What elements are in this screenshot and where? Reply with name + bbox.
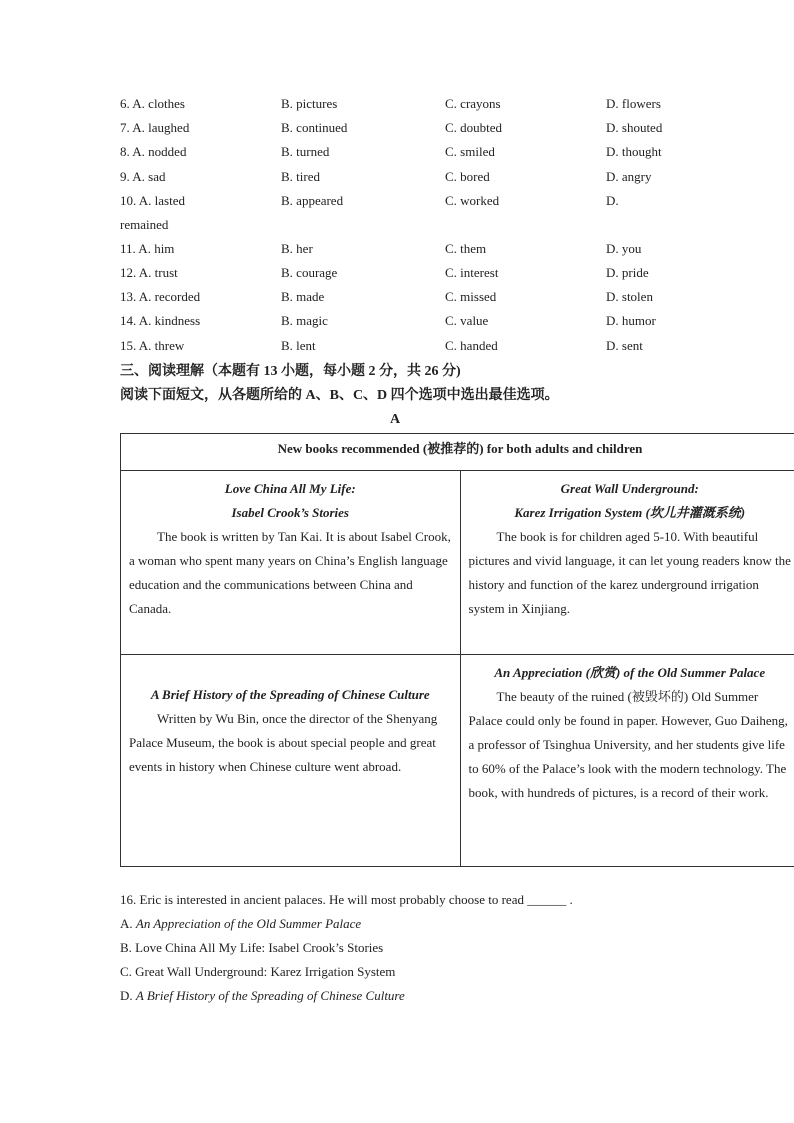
book-subtitle: Isabel Crook’s Stories (231, 505, 349, 520)
option-letter: C. (120, 964, 136, 979)
option-row-8 (120, 142, 680, 162)
option-row-13 (120, 287, 680, 307)
option-b: B. courage (281, 265, 338, 280)
option-row-11 (120, 239, 680, 259)
option-b: B. continued (281, 120, 348, 135)
passage-label: A (390, 412, 401, 427)
option-c: C. crayons (445, 96, 501, 111)
option-a: 6. A. clothes (120, 96, 185, 111)
book-cell-great-wall-underground (460, 471, 794, 655)
answer-option-d (120, 986, 405, 1006)
option-c: C. them (445, 241, 487, 256)
option-c: C. interest (445, 265, 499, 280)
book-title: An Appreciation (欣赏) of the Old Summer Palace (494, 665, 766, 680)
option-a: 11. A. him (120, 241, 175, 256)
table-header: New books recommended (被推荐的) for both adults and children (121, 434, 794, 471)
option-a: 12. A. trust (120, 265, 178, 280)
option-d: D. shouted (606, 120, 663, 135)
option-a: 8. A. nodded (120, 144, 187, 159)
book-description: Written by Wu Bin, once the director of the Shenyang Palace Museum, the book is about special people and great events in history when Chinese culture went abroad. (129, 711, 438, 774)
option-text: A Brief History of the Spreading of Chinese Culture (135, 988, 405, 1003)
option-d: D. sent (606, 338, 643, 353)
book-cell-brief-history (121, 655, 461, 867)
book-description: The beauty of the ruined (被毁坏的) Old Summer Palace could only be found in paper. However, Guo Daiheng, a professor of Tsinghua University, and her students give life to 60% of the Palace’s look with the modern technology. The book, with hundreds of pictures, is a record of their work. (468, 689, 788, 800)
option-a: 7. A. laughed (120, 120, 190, 135)
option-c: C. smiled (445, 144, 495, 159)
option-d: D. stolen (606, 289, 653, 304)
option-a: 14. A. kindness (120, 313, 201, 328)
option-d: D. (606, 193, 619, 208)
book-title: Great Wall Underground: (560, 481, 699, 496)
option-a: 15. A. threw (120, 338, 185, 353)
option-d: D. you (606, 241, 642, 256)
book-cell-old-summer-palace (460, 655, 794, 867)
book-cell-love-china (121, 471, 461, 655)
option-b: B. appeared (281, 193, 344, 208)
option-row-15 (120, 336, 680, 356)
option-b: B. tired (281, 169, 320, 184)
section-heading: 三、阅读理解（本题有 13 小题，每小题 2 分，共 26 分) (120, 364, 461, 379)
option-b: B. magic (281, 313, 328, 328)
option-c: C. value (445, 313, 489, 328)
option-letter: D. (120, 988, 136, 1003)
option-row-10 (120, 191, 680, 211)
book-title: Love China All My Life: (224, 481, 356, 496)
book-subtitle: Karez Irrigation System (坎儿井灌溉系统) (514, 505, 746, 520)
option-b: B. turned (281, 144, 330, 159)
option-b: B. lent (281, 338, 316, 353)
option-d: D. angry (606, 169, 652, 184)
option-a: 10. A. lasted (120, 193, 185, 208)
option-b: B. pictures (281, 96, 338, 111)
option-text: Love China All My Life: Isabel Crook’s Stories (135, 940, 384, 955)
option-d-continuation: remained (120, 217, 169, 232)
option-d: D. humor (606, 313, 656, 328)
question-stem: 16. Eric is interested in ancient palaces. He will most probably choose to read ______ . (120, 892, 573, 907)
book-description: The book is for children aged 5-10. With beautiful pictures and vivid language, it can let young readers know the history and function of the karez underground irrigation system in Xinjiang. (468, 529, 791, 616)
option-a: 9. A. sad (120, 169, 166, 184)
option-d: D. thought (606, 144, 662, 159)
option-row-7 (120, 118, 680, 138)
option-d: D. pride (606, 265, 649, 280)
option-row-14 (120, 311, 680, 331)
answer-option-b (120, 938, 383, 958)
option-row-12 (120, 263, 680, 283)
option-b: B. made (281, 289, 325, 304)
answer-option-c (120, 962, 395, 982)
instruction-text: 阅读下面短文，从各题所给的 A、B、C、D 四个选项中选出最佳选项。 (120, 388, 559, 403)
option-row-9 (120, 167, 680, 187)
option-c: C. doubted (445, 120, 503, 135)
option-letter: B. (120, 940, 136, 955)
option-c: C. handed (445, 338, 498, 353)
answer-option-a (120, 914, 361, 934)
option-text: An Appreciation of the Old Summer Palace (135, 916, 362, 931)
option-a: 13. A. recorded (120, 289, 201, 304)
option-d: D. flowers (606, 96, 661, 111)
option-c: C. worked (445, 193, 500, 208)
option-c: C. bored (445, 169, 490, 184)
option-b: B. her (281, 241, 313, 256)
book-description: The book is written by Tan Kai. It is about Isabel Crook, a woman who spent many years on China’s English language education and the communications between China and Canada. (129, 529, 451, 616)
option-letter: A. (120, 916, 136, 931)
books-table (120, 433, 794, 867)
book-title: A Brief History of the Spreading of Chinese Culture (150, 687, 430, 702)
option-row-6 (120, 94, 680, 114)
option-text: Great Wall Underground: Karez Irrigation System (135, 964, 396, 979)
option-c: C. missed (445, 289, 497, 304)
